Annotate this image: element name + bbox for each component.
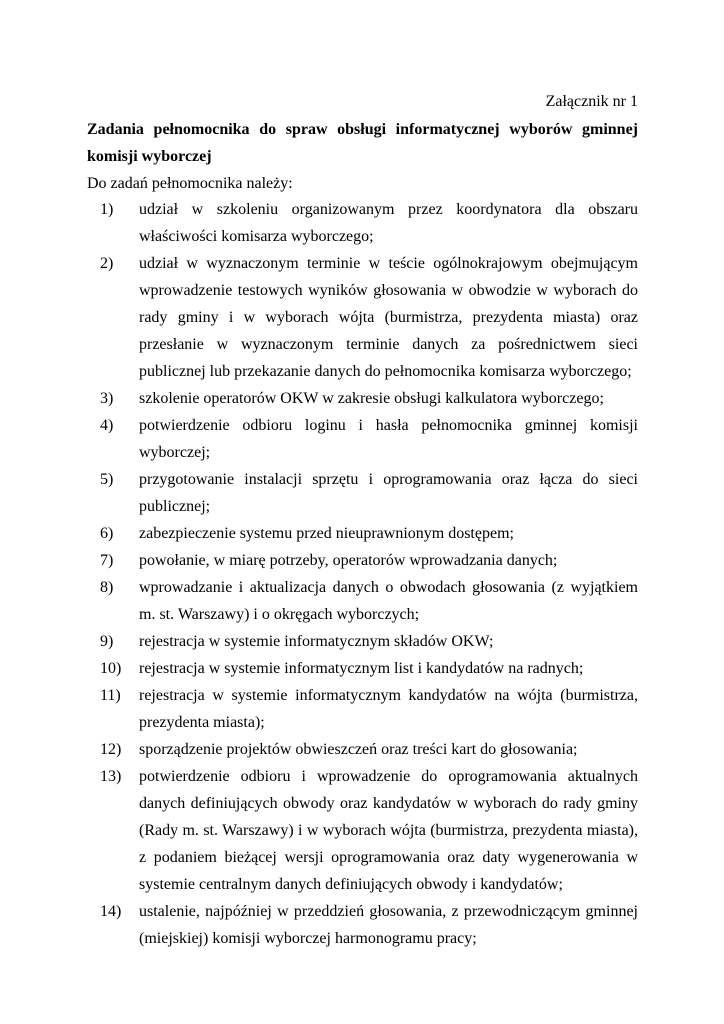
duty-number: 7) xyxy=(100,552,114,569)
duty-item xyxy=(87,736,638,763)
duty-item xyxy=(87,466,638,520)
duty-text: powołanie, w miarę potrzeby, operatorów wprowadzania danych; xyxy=(139,552,558,569)
duty-item xyxy=(87,547,638,574)
duty-item xyxy=(87,628,638,655)
duty-number: 4) xyxy=(100,417,114,434)
duty-text: udział w wyznaczonym terminie w teście ogólnokrajowym obejmującym wprowadzenie testowych wyników głosowania w obwodzie w wyborach do rady gminy i w wyborach wójta (burmistrza, prezydenta miasta) oraz przesłanie w wyznaczonym terminie danych za pośrednictwem sieci publicznej lub przekazanie danych do pełnomocnika komisarza wyborczego; xyxy=(139,255,638,380)
duty-number: 14) xyxy=(100,903,122,920)
duty-item xyxy=(87,196,638,250)
duty-text: rejestracja w systemie informatycznym list i kandydatów na radnych; xyxy=(139,660,584,677)
duty-number: 8) xyxy=(100,579,114,596)
duty-text: potwierdzenie odbioru i wprowadzenie do oprogramowania aktualnych danych definiujących obwody oraz kandydatów w wyborach do rady gminy (Rady m. st. Warszawy) i w wyborach wójta (burmistrza, prezydenta miasta), z podaniem bieżącej wersji oprogramowania oraz daty wygenerowania w systemie centralnym danych definiujących obwody i kandydatów; xyxy=(139,768,638,893)
duty-item xyxy=(87,763,638,898)
duty-number: 11) xyxy=(100,687,121,704)
duty-number: 12) xyxy=(100,741,122,758)
duty-number: 1) xyxy=(100,201,114,218)
duty-item xyxy=(87,682,638,736)
duty-text: przygotowanie instalacji sprzętu i oprogramowania oraz łącza do sieci publicznej; xyxy=(139,471,638,515)
duty-text: udział w szkoleniu organizowanym przez koordynatora dla obszaru właściwości komisarza wyborczego; xyxy=(139,201,638,245)
duty-item xyxy=(87,574,638,628)
duty-item xyxy=(87,898,638,952)
duty-text: wprowadzanie i aktualizacja danych o obwodach głosowania (z wyjątkiem m. st. Warszawy) i o okręgach wyborczych; xyxy=(139,579,638,623)
annex-label: Załącznik nr 1 xyxy=(545,93,638,110)
duty-number: 10) xyxy=(100,660,122,677)
duty-text: ustalenie, najpóźniej w przeddzień głosowania, z przewodniczącym gminnej (miejskiej) komisji wyborczej harmonogramu pracy; xyxy=(139,903,638,947)
duty-text: sporządzenie projektów obwieszczeń oraz treści kart do głosowania; xyxy=(139,741,578,758)
duty-number: 6) xyxy=(100,525,114,542)
duties-list xyxy=(87,196,638,952)
duty-number: 9) xyxy=(100,633,114,650)
duty-item xyxy=(87,520,638,547)
duty-item xyxy=(87,250,638,385)
duty-number: 13) xyxy=(100,768,122,785)
duty-item xyxy=(87,385,638,412)
duty-text: szkolenie operatorów OKW w zakresie obsługi kalkulatora wyborczego; xyxy=(139,390,604,407)
duty-number: 3) xyxy=(100,390,114,407)
document-title: Zadania pełnomocnika do spraw obsługi informatycznej wyborów gminnej komisji wyborczej xyxy=(87,121,638,165)
duty-number: 5) xyxy=(100,471,114,488)
duty-item xyxy=(87,412,638,466)
duty-item xyxy=(87,655,638,682)
intro-text: Do zadań pełnomocnika należy: xyxy=(87,175,293,192)
duty-text: zabezpieczenie systemu przed nieuprawnionym dostępem; xyxy=(139,525,514,542)
duty-text: potwierdzenie odbioru loginu i hasła pełnomocnika gminnej komisji wyborczej; xyxy=(139,417,638,461)
duty-text: rejestracja w systemie informatycznym składów OKW; xyxy=(139,633,494,650)
duty-number: 2) xyxy=(100,255,114,272)
duty-text: rejestracja w systemie informatycznym kandydatów na wójta (burmistrza, prezydenta miasta); xyxy=(139,687,638,731)
